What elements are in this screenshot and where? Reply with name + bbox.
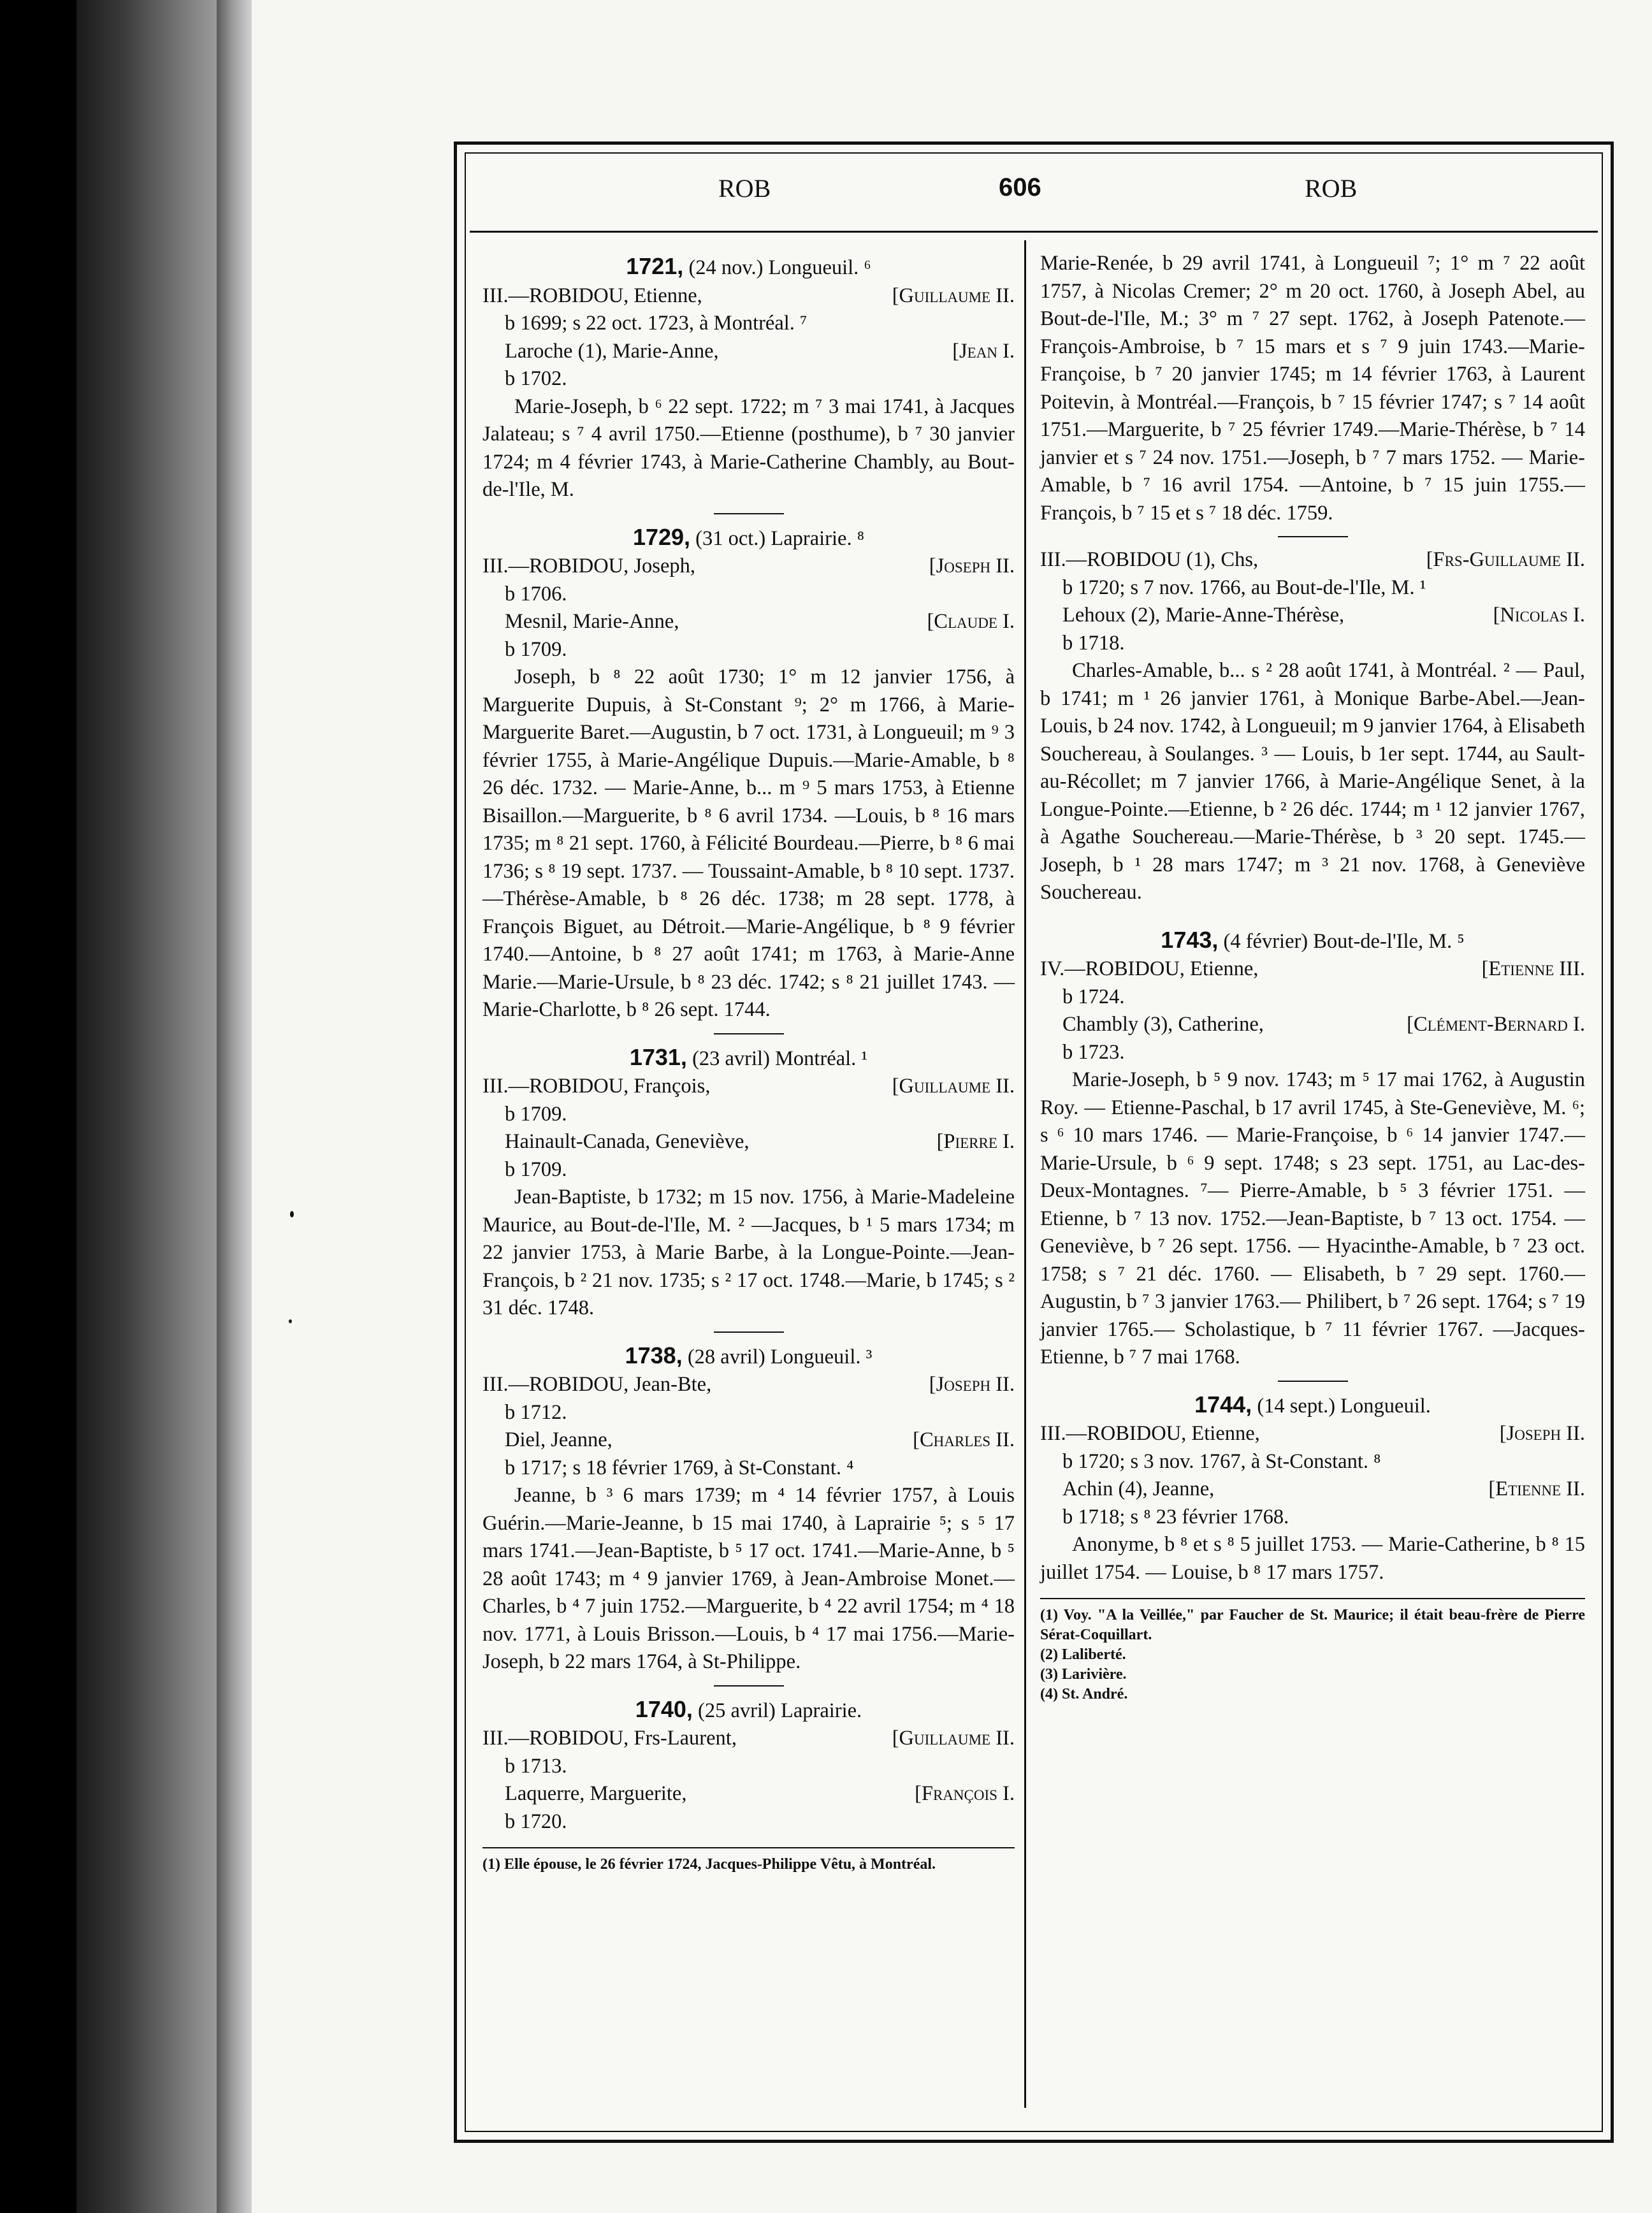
husband-dates: b 1712. [505,1400,567,1424]
husband-parent: [Etienne III. [1481,957,1585,980]
left-column [482,250,1015,1875]
column-divider [1024,240,1026,2108]
husband-name: III.—ROBIDOU, Joseph, [482,555,695,577]
wife-dates: b 1718; s ⁸ 23 février 1768. [1062,1505,1289,1528]
husband-parent: [Joseph II. [929,1373,1015,1396]
entry-place: (23 avril) Montréal. ¹ [692,1047,868,1070]
entry-place: (28 avril) Longueuil. ³ [687,1345,873,1368]
footnote: (4) St. André. [1040,1686,1128,1702]
husband-parent: [Joseph II. [929,555,1015,577]
ink-speck [289,1319,292,1323]
page-number: 606 [999,173,1041,201]
wife-name: Laroche (1), Marie-Anne, [505,339,719,363]
children-text: Jeanne, b ³ 6 mars 1739; m ⁴ 14 février 1757, à Louis Guérin.—Marie-Jeanne, b 15 mai 1740, à Laprairie ⁵; s ⁵ 17 mars 1741.—Jean-Baptiste, b ⁵ 17 oct. 1741.—Marie-Anne, b ⁵ 28 août 1743; m ⁴ 9 janvier 1769, à Jean-Ambroise Monet.—Charles, b ⁴ 7 juin 1752.—Marguerite, b ⁴ 22 avril 1754; m ⁴ 18 nov. 1771, à Louis Brisson.—Louis, b ⁴ 17 mai 1756.—Marie-Joseph, b 22 mars 1764, à St-Philippe. [482,1484,1015,1673]
husband-name: III.—ROBIDOU (1), Chs, [1040,548,1259,571]
wife-name: Mesnil, Marie-Anne, [505,610,679,633]
entry-year: 1738, [625,1342,683,1368]
page-stack-edge [76,0,229,2213]
children-text: Joseph, b ⁸ 22 août 1730; 1° m 12 janvier 1756, à Marguerite Dupuis, à St-Constant ⁹; 2° m 1766, à Marie-Marguerite Baret.—Augustin, b 7 oct. 1731, à Longueuil; m ⁹ 3 février 1755, à Marie-Angélique Dupuis.—Marie-Amable, b ⁸ 26 déc. 1732. — Marie-Anne, b... m ⁹ 5 mars 1753, à Etienne Bisaillon.—Marguerite, b ⁸ 6 avril 1734. —Louis, b ⁸ 16 mars 1735; m ⁸ 21 sept. 1760, à Félicité Bourdeau.—Pierre, b ⁸ 6 mai 1736; s ⁸ 19 sept. 1737. — Toussaint-Amable, b ⁸ 10 sept. 1737.—Thérèse-Amable, b ⁸ 26 déc. 1738; m 28 sept. 1778, à François Biguet, au Détroit.—Marie-Angélique, b ⁸ 9 février 1740.—Antoine, b ⁸ 27 août 1741; m 1763, à Marie-Anne Marie.—Marie-Ursule, b ⁸ 23 déc. 1742; s ⁸ 21 juillet 1743. —Marie-Charlotte, b ⁸ 26 sept. 1744. [482,665,1015,1021]
entry-separator [714,1685,784,1687]
entry-place: (25 avril) Laprairie. [698,1699,862,1722]
wife-name: Hainault-Canada, Geneviève, [505,1130,750,1153]
entry-place: (14 sept.) Longueuil. [1257,1394,1431,1418]
husband-name: IV.—ROBIDOU, Etienne, [1040,957,1259,980]
wife-name: Diel, Jeanne, [505,1428,612,1451]
wife-parent: [Clément-Bernard I. [1407,1013,1585,1036]
husband-name: III.—ROBIDOU, Etienne, [482,284,702,307]
page-curl-gradient [217,0,255,2213]
ink-speck [290,1211,294,1217]
page-frame [454,141,1614,2143]
book-spine-shadow [0,0,76,2213]
wife-name: Achin (4), Jeanne, [1062,1477,1215,1500]
footnote-rule [1040,1598,1585,1599]
footnote: (2) Laliberté. [1040,1646,1126,1663]
husband-parent: [Guillaume II. [892,1727,1015,1750]
entry-place: (31 oct.) Laprairie. ⁸ [695,526,865,550]
footnote: (3) Larivière. [1040,1666,1127,1683]
wife-dates: b 1717; s 18 février 1769, à St-Constant. ⁴ [505,1456,854,1479]
entry-1738 [482,1342,1015,1676]
husband-dates: b 1720; s 7 nov. 1766, au Bout-de-l'Ile, M. ¹ [1062,576,1426,599]
husband-parent: [Frs-Guillaume II. [1426,548,1585,571]
wife-parent: [Pierre I. [936,1130,1015,1153]
entry-place: (24 nov.) Longueuil. ⁶ [688,256,871,279]
husband-name: III.—ROBIDOU, Frs-Laurent, [482,1727,737,1750]
header-left-word: ROB [718,174,771,203]
footnote: (1) Elle épouse, le 26 février 1724, Jacques-Philippe Vêtu, à Montréal. [482,1856,936,1873]
spacer [1040,907,1585,924]
wife-parent: [François I. [915,1782,1015,1805]
wife-dates: b 1718. [1062,631,1125,655]
wife-name: Lehoux (2), Marie-Anne-Thérèse, [1062,604,1345,627]
header-right-word: ROB [1305,174,1358,203]
entry-1731 [482,1043,1015,1323]
wife-name: Laquerre, Marguerite, [505,1782,687,1805]
footnote: (1) Voy. "A la Veillée," par Faucher de St. Maurice; il était beau-frère de Pierre Sérat-Coquillart. [1040,1607,1585,1643]
husband-parent: [Joseph II. [1499,1422,1585,1445]
entry-1740 [482,1695,1015,1836]
entry-separator [714,1331,784,1333]
husband-dates: b 1724. [1062,985,1125,1008]
wife-dates: b 1720. [505,1810,567,1833]
husband-parent: [Guillaume II. [892,284,1015,307]
wife-parent: [Charles II. [913,1428,1015,1451]
husband-dates: b 1706. [505,582,567,606]
husband-name: III.—ROBIDOU, François, [482,1075,711,1098]
entry-1743 [1040,926,1585,1372]
entry-year: 1740, [635,1695,693,1722]
right-column [1040,250,1585,1704]
children-text: Charles-Amable, b... s ² 28 août 1741, à Montréal. ² — Paul, b 1741; m ¹ 26 janvier 1761, à Monique Barbe-Abel.—Jean-Louis, b 24 nov. 1742, à Longueuil; m 9 janvier 1764, à Elisabeth Souchereau, à Soulanges. ³ — Louis, b 1er sept. 1744, au Sault-au-Récollet; m 7 janvier 1766, à Marie-Angélique Senet, à la Longue-Pointe.—Etienne, b ² 26 déc. 1744; m ¹ 12 janvier 1767, à Agathe Souchereau.—Marie-Thérèse, b ³ 20 sept. 1745.—Joseph, b ¹ 28 mars 1747; m ³ 21 nov. 1768, à Geneviève Souchereau. [1040,659,1585,904]
entry-separator [714,1033,784,1034]
continued-children-text: Marie-Renée, b 29 avril 1741, à Longueuil ⁷; 1° m ⁷ 22 août 1757, à Nicolas Cremer; 2° m 20 oct. 1760, à Joseph Abel, au Bout-de-l'Ile, M.; 3° m ⁷ 27 sept. 1762, à Joseph Patenote.—François-Ambroise, b ⁷ 15 mars et s ⁷ 9 juin 1743.—Marie-Françoise, b ⁷ 20 janvier 1745; m 14 février 1763, à Laurent Poitevin, à Montréal.—François, b ⁷ 15 février 1747; s ⁷ 14 août 1751.—Marguerite, b ⁷ 25 février 1749.—Marie-Thérèse, b ⁷ 14 janvier et s ⁷ 24 nov. 1751.—Joseph, b ⁷ 7 mars 1752. — Marie-Amable, b ⁷ 16 avril 1754. —Antoine, b ⁷ 15 juin 1755.— François, b ⁷ 15 et s ⁷ 18 déc. 1759. [1040,252,1585,525]
header-rule [470,231,1598,233]
husband-parent: [Guillaume II. [892,1075,1015,1098]
entry-year: 1731, [629,1043,687,1070]
entry-1729 [482,523,1015,1024]
footnote-rule [482,1847,1015,1848]
children-text: Marie-Joseph, b ⁵ 9 nov. 1743; m ⁵ 17 mai 1762, à Augustin Roy. — Etienne-Paschal, b 17 avril 1745, à Ste-Geneviève, M. ⁶; s ⁶ 10 mars 1746. — Marie-Françoise, b ⁶ 14 janvier 1747.—Marie-Ursule, b ⁶ 9 sept. 1748; s 23 sept. 1751, au Lac-des-Deux-Montagnes. ⁷— Pierre-Amable, b ⁵ 3 février 1751. — Etienne, b ⁷ 13 nov. 1752.—Jean-Baptiste, b ⁷ 13 oct. 1754. — Geneviève, b ⁷ 26 sept. 1756. — Hyacinthe-Amable, b ⁷ 23 oct. 1758; s ⁷ 21 déc. 1760. — Elisabeth, b ⁷ 29 sept. 1760.—Augustin, b ⁷ 3 janvier 1763.— Philibert, b ⁷ 26 sept. 1764; s ⁷ 19 janvier 1765.— Scholastique, b ⁷ 11 février 1767. —Jacques-Etienne, b ⁷ 7 mai 1768. [1040,1068,1585,1368]
children-text: Marie-Joseph, b ⁶ 22 sept. 1722; m ⁷ 3 mai 1741, à Jacques Jalateau; s ⁷ 4 avril 1750.—Etienne (posthume), b ⁷ 30 janvier 1724; m 4 février 1743, à Marie-Catherine Chambly, au Bout-de-l'Ile, M. [482,395,1015,501]
husband-name: III.—ROBIDOU, Jean-Bte, [482,1373,712,1396]
children-text: Jean-Baptiste, b 1732; m 15 nov. 1756, à Marie-Madeleine Maurice, au Bout-de-l'Ile, M. ² —Jacques, b ¹ 5 mars 1734; m 22 janvier 1753, à Marie Barbe, à la Longue-Pointe.—Jean-François, b ² 21 nov. 1735; s ² 17 oct. 1748.—Marie, b 1745; s ² 31 déc. 1748. [482,1186,1015,1319]
page-header [457,173,1611,224]
wife-name: Chambly (3), Catherine, [1062,1013,1264,1036]
entry-year: 1743, [1161,926,1219,953]
wife-dates: b 1709. [505,1157,567,1181]
entry-1744 [1040,1391,1585,1587]
wife-parent: [Etienne II. [1488,1477,1585,1500]
entry-separator [1278,1381,1348,1382]
husband-dates: b 1709. [505,1102,567,1126]
children-text: Anonyme, b ⁸ et s ⁸ 5 juillet 1753. — Marie-Catherine, b ⁸ 15 juillet 1754. — Louise, b ⁸ 17 mars 1757. [1040,1533,1585,1584]
wife-dates: b 1723. [1062,1040,1125,1064]
entry-place: (4 février) Bout-de-l'Ile, M. ⁵ [1223,929,1465,953]
entry-year: 1729, [632,523,691,550]
wife-dates: b 1709. [505,637,567,661]
husband-dates: b 1699; s 22 oct. 1723, à Montréal. ⁷ [505,312,808,335]
wife-dates: b 1702. [505,367,567,390]
wife-parent: [Nicolas I. [1493,604,1585,627]
entry-year: 1721, [626,253,684,279]
husband-dates: b 1713. [505,1754,567,1778]
husband-name: III.—ROBIDOU, Etienne, [1040,1422,1260,1445]
wife-parent: [Jean I. [952,339,1015,363]
entry-separator [714,513,784,514]
entry-year: 1744, [1194,1391,1252,1418]
entry-charles [1040,546,1585,907]
entry-separator [1278,536,1348,537]
wife-parent: [Claude I. [927,610,1015,633]
husband-dates: b 1720; s 3 nov. 1767, à St-Constant. ⁸ [1062,1449,1381,1473]
entry-1721 [482,252,1015,504]
